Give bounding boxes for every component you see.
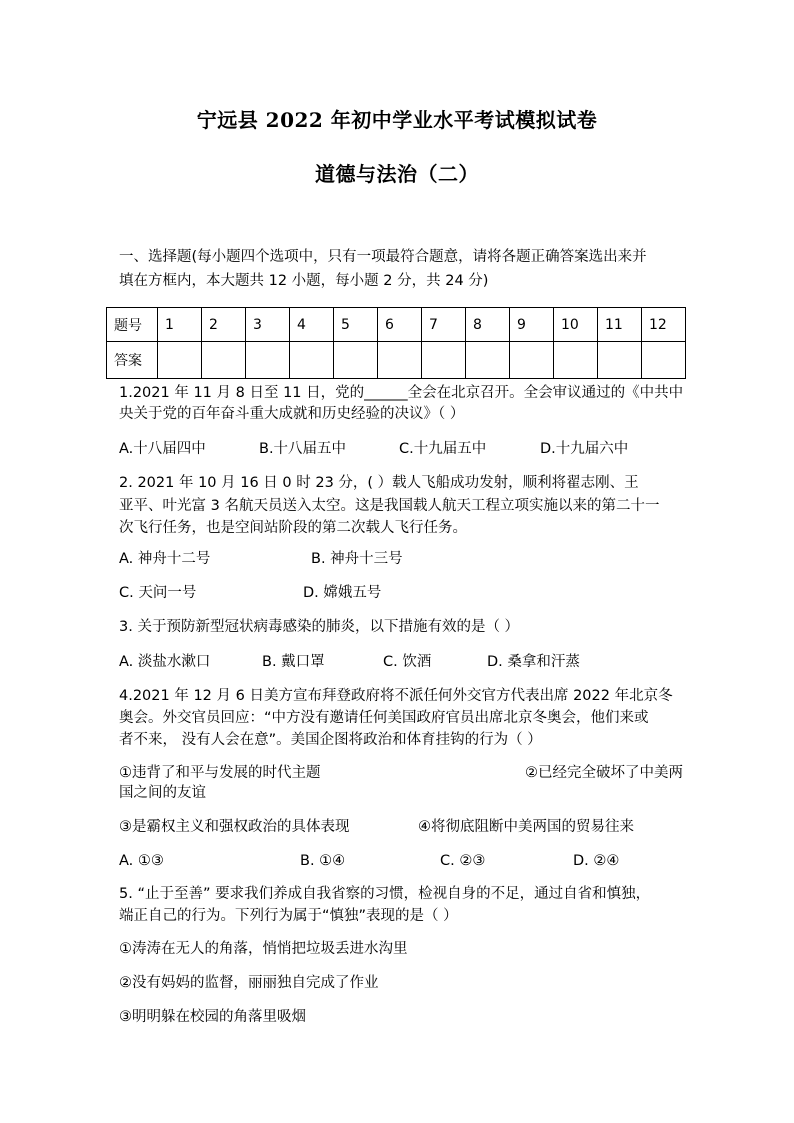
question-number-cell: 8 [466,308,510,342]
question-4-stem-line-1: 4.2021 年 12 月 6 日美方宣布拜登政府将不派任何外交官方代表出席 2022 年北京冬 [119,688,673,704]
question-number-cell: 12 [642,308,686,342]
question-1-stem-line-1: 1.2021 年 11 月 8 日至 11 日，党的______全会在北京召开。全会审议通过的《中共中 [119,385,684,401]
exam-title: 宁远县 2022 年初中学业水平考试模拟试卷 [196,108,598,132]
question-number-cell: 6 [378,308,422,342]
answer-cell[interactable] [378,342,422,379]
q4-item-4: ④将彻底阻断中美两国的贸易往来 [418,819,634,835]
q4-item-3: ③是霸权主义和强权政治的具体表现 [119,819,350,835]
q1-option-c: C.十九届五中 [399,441,487,457]
question-4-stem-line-3: 者不来， 没有人会在意”。美国企图将政治和体育挂钩的行为（ ） [119,732,542,748]
answer-cell[interactable] [334,342,378,379]
answer-cell[interactable] [290,342,334,379]
answer-table [106,307,686,379]
question-2-stem-line-2: 亚平、叶光富 3 名航天员送入太空。这是我国载人航天工程立项实施以来的第二十一 [119,498,660,514]
exam-subtitle: 道德与法治（二） [315,162,479,186]
question-4-stem-line-2: 奥会。外交官员回应：“中方没有邀请任何美国政府官员出席北京冬奥会，他们来或 [119,710,649,726]
question-number-cell: 9 [510,308,554,342]
q1-option-b: B.十八届五中 [259,441,347,457]
q4-option-d: D. ②④ [573,853,620,869]
q4-option-b: B. ①④ [300,853,346,869]
question-1-stem-line-2: 央关于党的百年奋斗重大成就和历史经验的决议》（ ） [119,406,465,422]
answer-cell[interactable] [158,342,202,379]
q1-option-d: D.十九届六中 [540,441,629,457]
table-header-number: 题号 [107,308,158,342]
q4-option-c: C. ②③ [440,853,486,869]
question-number-cell: 10 [554,308,598,342]
answer-cell[interactable] [422,342,466,379]
question-number-cell: 3 [246,308,290,342]
answer-cell[interactable] [554,342,598,379]
q5-item-1: ①涛涛在无人的角落，悄悄把垃圾丢进水沟里 [119,941,408,957]
table-header-answer: 答案 [107,342,158,379]
q2-option-c: C. 天问一号 [119,585,197,601]
section-instruction-line-2: 填在方框内，本大题共 12 小题，每小题 2 分，共 24 分) [119,273,489,289]
answer-cell[interactable] [466,342,510,379]
question-number-cell: 2 [202,308,246,342]
q5-item-2: ②没有妈妈的监督，丽丽独自完成了作业 [119,975,379,991]
question-number-cell: 4 [290,308,334,342]
answer-cell[interactable] [598,342,642,379]
q1-option-a: A.十八届四中 [119,441,206,457]
answer-cell[interactable] [510,342,554,379]
q2-option-b: B. 神舟十三号 [311,551,403,567]
answer-cell[interactable] [642,342,686,379]
q3-option-c: C. 饮酒 [383,654,432,670]
q3-option-d: D. 桑拿和汗蒸 [487,654,580,670]
answer-cell[interactable] [202,342,246,379]
question-number-cell: 5 [334,308,378,342]
q4-option-a: A. ①③ [119,853,164,869]
q3-option-b: B. 戴口罩 [262,654,325,670]
q3-option-a: A. 淡盐水漱口 [119,654,211,670]
q4-item-2-continued: 国之间的友谊 [119,785,206,801]
question-number-cell: 1 [158,308,202,342]
question-2-stem-line-1: 2. 2021 年 10 月 16 日 0 时 23 分，( ）载人飞船成功发射，顺利将翟志刚、王 [119,475,639,491]
question-5-stem-line-2: 端正自己的行为。下列行为属于“慎独”表现的是（ ） [119,908,458,924]
q2-option-d: D. 嫦娥五号 [303,585,382,601]
q2-option-a: A. 神舟十二号 [119,551,211,567]
q4-item-2: ②已经完全破坏了中美两 [525,765,683,781]
question-2-stem-line-3: 次飞行任务，也是空间站阶段的第二次载人飞行任务。 [119,520,467,536]
question-5-stem-line-1: 5. “止于至善” 要求我们养成自我省察的习惯，检视自身的不足，通过自省和慎独， [119,886,651,902]
question-3-stem: 3. 关于预防新型冠状病毒感染的肺炎，以下措施有效的是（ ） [119,619,520,635]
question-number-cell: 11 [598,308,642,342]
q5-item-3: ③明明躲在校园的角落里吸烟 [119,1009,306,1025]
section-instruction-line-1: 一、选择题(每小题四个选项中，只有一项最符合题意，请将各题正确答案选出来并 [119,249,647,265]
q4-item-1: ①违背了和平与发展的时代主题 [119,765,321,781]
answer-cell[interactable] [246,342,290,379]
question-number-cell: 7 [422,308,466,342]
